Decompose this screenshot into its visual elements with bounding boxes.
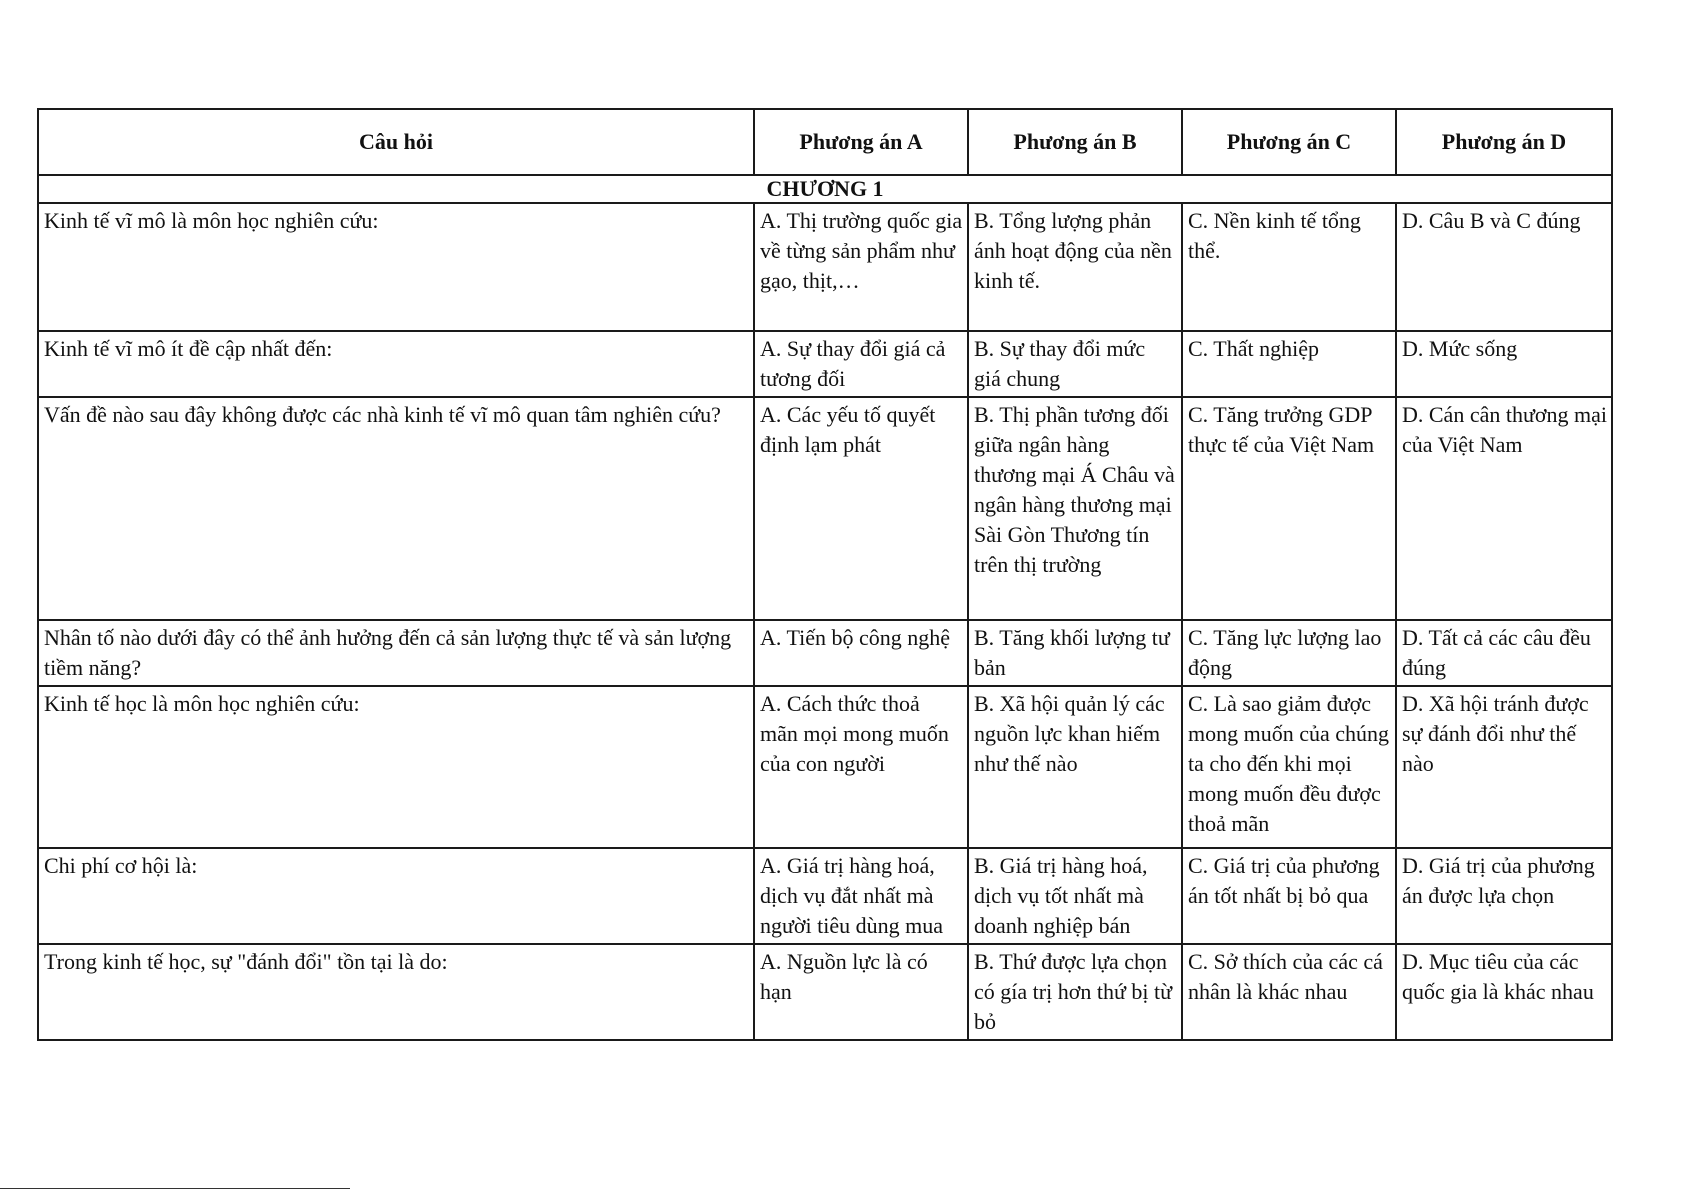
question-cell: Kinh tế học là môn học nghiên cứu: (38, 686, 754, 848)
question-cell: Vấn đề nào sau đây không được các nhà kinh tế vĩ mô quan tâm nghiên cứu? (38, 397, 754, 620)
option-b-cell: B. Giá trị hàng hoá, dịch vụ tốt nhất mà doanh nghiệp bán (968, 848, 1182, 944)
option-b-cell: B. Tổng lượng phản ánh hoạt động của nền kinh tế. (968, 203, 1182, 331)
option-b-cell: B. Thứ được lựa chọn có gía trị hơn thứ bị từ bỏ (968, 944, 1182, 1040)
option-d-cell: D. Giá trị của phương án được lựa chọn (1396, 848, 1612, 944)
option-b-cell: B. Xã hội quản lý các nguồn lực khan hiếm như thế nào (968, 686, 1182, 848)
option-a-cell: A. Cách thức thoả mãn mọi mong muốn của con người (754, 686, 968, 848)
question-cell: Kinh tế vĩ mô là môn học nghiên cứu: (38, 203, 754, 331)
footnote-divider (0, 1188, 350, 1189)
option-a-cell: A. Nguồn lực là có hạn (754, 944, 968, 1040)
option-c-cell: C. Nền kinh tế tổng thể. (1182, 203, 1396, 331)
chapter-row (38, 175, 1612, 203)
option-b-cell: B. Tăng khối lượng tư bản (968, 620, 1182, 686)
table-row (38, 331, 1612, 397)
table-body (38, 175, 1612, 1040)
table-row (38, 397, 1612, 620)
option-b-cell: B. Sự thay đổi mức giá chung (968, 331, 1182, 397)
table-row (38, 848, 1612, 944)
header-option-d: Phương án D (1396, 109, 1612, 175)
option-d-cell: D. Xã hội tránh được sự đánh đổi như thế nào (1396, 686, 1612, 848)
option-c-cell: C. Thất nghiệp (1182, 331, 1396, 397)
option-b-cell: B. Thị phần tương đối giữa ngân hàng thương mại Á Châu và ngân hàng thương mại Sài Gòn Thương tín trên thị trường (968, 397, 1182, 620)
option-a-cell: A. Các yếu tố quyết định lạm phát (754, 397, 968, 620)
option-d-cell: D. Câu B và C đúng (1396, 203, 1612, 331)
option-c-cell: C. Sở thích của các cá nhân là khác nhau (1182, 944, 1396, 1040)
header-option-a: Phương án A (754, 109, 968, 175)
quiz-table (37, 108, 1613, 1041)
option-a-cell: A. Thị trường quốc gia về từng sản phẩm như gạo, thịt,… (754, 203, 968, 331)
option-d-cell: D. Mục tiêu của các quốc gia là khác nhau (1396, 944, 1612, 1040)
chapter-title: CHƯƠNG 1 (38, 175, 1612, 203)
option-c-cell: C. Là sao giảm được mong muốn của chúng ta cho đến khi mọi mong muốn đều được thoả mãn (1182, 686, 1396, 848)
option-c-cell: C. Tăng trưởng GDP thực tế của Việt Nam (1182, 397, 1396, 620)
option-a-cell: A. Sự thay đổi giá cả tương đối (754, 331, 968, 397)
header-row (38, 109, 1612, 175)
question-cell: Chi phí cơ hội là: (38, 848, 754, 944)
question-cell: Nhân tố nào dưới đây có thể ảnh hưởng đến cả sản lượng thực tế và sản lượng tiềm năng? (38, 620, 754, 686)
option-c-cell: C. Giá trị của phương án tốt nhất bị bỏ qua (1182, 848, 1396, 944)
option-a-cell: A. Tiến bộ công nghệ (754, 620, 968, 686)
header-option-c: Phương án C (1182, 109, 1396, 175)
table-row (38, 944, 1612, 1040)
table-row (38, 203, 1612, 331)
option-d-cell: D. Tất cả các câu đều đúng (1396, 620, 1612, 686)
header-option-b: Phương án B (968, 109, 1182, 175)
option-d-cell: D. Cán cân thương mại của Việt Nam (1396, 397, 1612, 620)
document-sheet (37, 108, 1611, 1041)
header-question: Câu hỏi (38, 109, 754, 175)
option-c-cell: C. Tăng lực lượng lao động (1182, 620, 1396, 686)
question-cell: Kinh tế vĩ mô ít đề cập nhất đến: (38, 331, 754, 397)
table-row (38, 620, 1612, 686)
table-header (38, 109, 1612, 175)
question-cell: Trong kinh tế học, sự "đánh đổi" tồn tại là do: (38, 944, 754, 1040)
option-a-cell: A. Giá trị hàng hoá, dịch vụ đắt nhất mà người tiêu dùng mua (754, 848, 968, 944)
option-d-cell: D. Mức sống (1396, 331, 1612, 397)
table-row (38, 686, 1612, 848)
